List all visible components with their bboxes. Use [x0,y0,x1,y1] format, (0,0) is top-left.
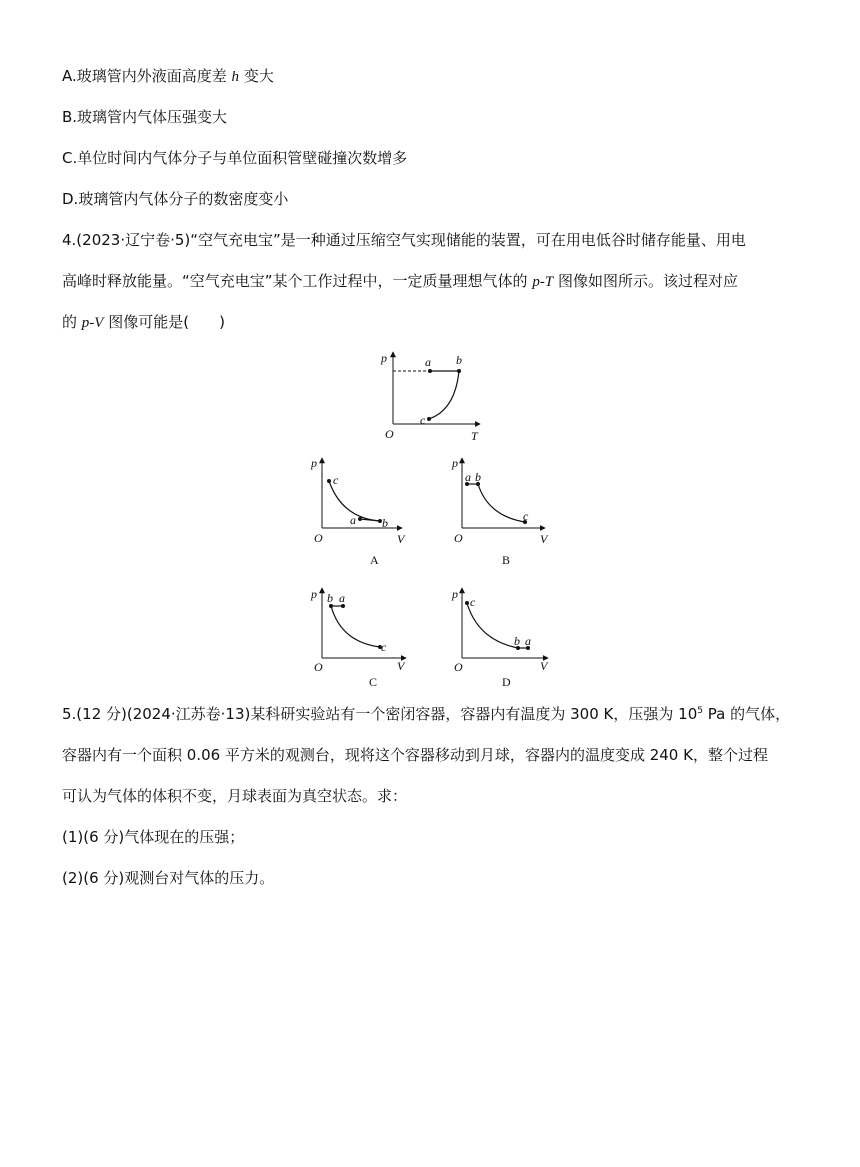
pt-label-c: c [420,413,426,427]
caption-d: D [502,675,511,689]
q4-line-2: 高峰时释放能量。“空气充电宝”某个工作过程中，一定质量理想气体的 p-T 图像如图所示。该过程对应 [62,272,738,290]
svg-text:p: p [452,587,458,601]
svg-text:c: c [523,509,529,523]
pt-label-a: a [425,355,431,369]
svg-text:O: O [314,531,323,545]
pv-graph-c [310,587,406,689]
pt-origin: O [385,427,394,441]
caption-c: C [369,675,378,689]
pt-curve-cb [429,371,459,419]
option-d: D.玻璃管内气体分子的数密度变小 [62,190,289,208]
option-a: A.玻璃管内外液面高度差 h 变大 [62,67,274,85]
svg-text:V: V [397,659,405,673]
svg-text:p: p [311,587,317,601]
pv-graph-b [451,456,549,567]
pv-graph-d [451,587,549,689]
q5-line-3: 可认为气体的体积不变，月球表面为真空状态。求： [62,787,408,805]
svg-text:p: p [311,456,317,470]
q4-line-1: 4.(2023·辽宁卷·5)“空气充电宝”是一种通过压缩空气实现储能的装置，可在用电低谷时储存能量、用电 [62,231,746,249]
svg-text:b: b [327,591,333,605]
svg-text:O: O [314,660,323,674]
svg-text:O: O [454,531,463,545]
svg-text:O: O [454,660,463,674]
q5-line-2: 容器内有一个面积 0.06 平方米的观测台，现将这个容器移动到月球，容器内的温度变成 240 K，整个过程 [62,746,768,764]
svg-text:b: b [514,634,520,648]
q5-line-1: 5.(12 分)(2024·江苏卷·13)某科研实验站有一个密闭容器，容器内有温度为 300 K，压强为 $10^5$ Pa 的气体， [62,705,791,723]
pt-axis-p: p [381,351,387,365]
svg-text:a: a [525,634,531,648]
caption-b: B [502,553,511,567]
q5-subquestion-1: (1)(6 分)气体现在的压强； [62,828,245,846]
svg-text:p: p [452,456,458,470]
svg-text:V: V [540,659,548,673]
pt-axis-t: T [471,429,478,443]
svg-text:a: a [350,513,356,527]
svg-text:a: a [465,470,471,484]
pt-point-c [427,417,431,421]
svg-text:c: c [381,640,387,654]
pt-label-b: b [456,353,462,367]
q4-line-3: 的 p-V 图像可能是( ) [62,313,225,331]
svg-text:b: b [475,470,481,484]
svg-text:a: a [339,591,345,605]
pt-graph [380,351,480,443]
svg-text:V: V [540,532,548,546]
option-b: B.玻璃管内气体压强变大 [62,108,228,126]
option-c: C.单位时间内气体分子与单位面积管壁碰撞次数增多 [62,149,408,167]
svg-text:b: b [382,516,388,530]
pv-graph-a [310,456,406,567]
pt-point-b [457,369,461,373]
svg-text:c: c [470,595,476,609]
caption-a: A [370,553,379,567]
svg-text:V: V [397,532,405,546]
pt-point-a [428,369,432,373]
q5-subquestion-2: (2)(6 分)观测台对气体的压力。 [62,869,275,887]
svg-text:c: c [333,473,339,487]
